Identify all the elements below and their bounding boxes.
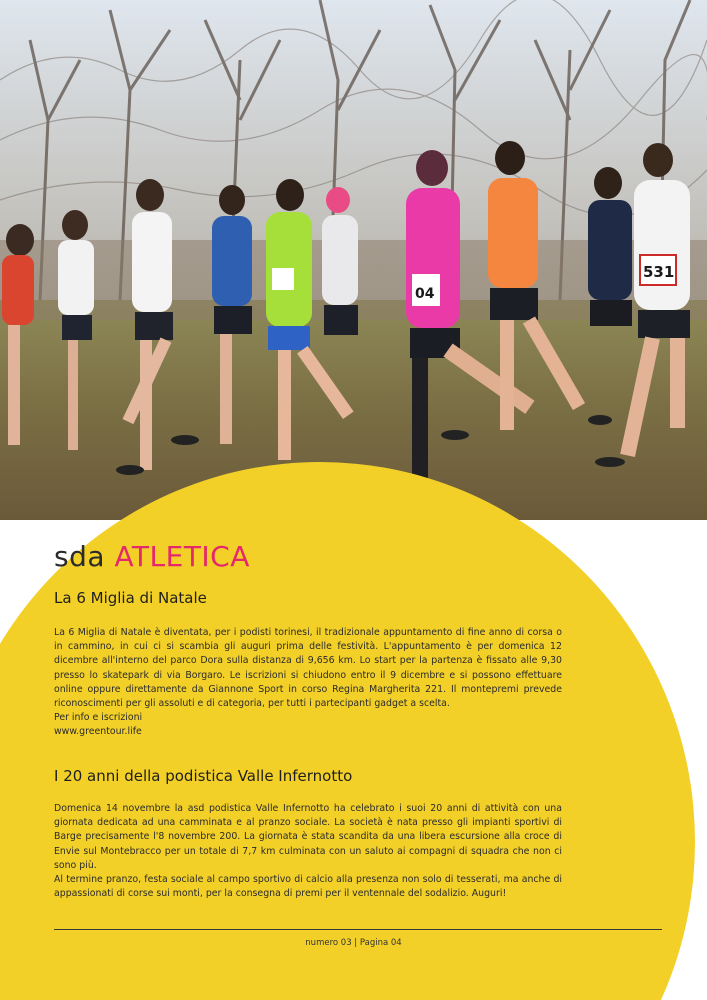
article1-paragraph: La 6 Miglia di Natale è diventata, per i podisti torinesi, il tradizionale appuntamento di fine anno di corsa o in cammino, in cui ci si scambia gli auguri prima delle festività. L'appuntamento è per domenica 12 dicembre all'interno del parco Dora sulla distanza di 9,656 km. Lo start per la partenza è fissato alle 9,30 presso lo skatepark di via Borgaro. Le iscrizioni si chiudono entro il 9 dicembre e si possono effettuare online oppure direttamente da Giannone Sport in corso Regina Margherita 221. Il montepremi prevede riconoscimenti per gli assoluti e di categoria, per tutti i partecipanti gadget a scelta. [54, 627, 562, 710]
section-brand-heading [54, 538, 250, 576]
article1-link[interactable]: www.greentour.life [54, 726, 142, 738]
article1-info-line: Per info e iscrizioni [54, 712, 143, 724]
article2-paragraph-1: Domenica 14 novembre la asd podistica Valle Infernotto ha celebrato i suoi 20 anni di attività con una giornata dedicata ad una camminata e al pranzo sociale. La società è nata presso gli impianti sportivi di Barge precisamente l'8 novembre 200. La giornata è stata scandita da una libera escursione alla croce di Envie sul Montebracco per un totale di 7,7 km culminata con un saluto ai compagni di squadra che non ci sono più. [54, 803, 562, 871]
article-body-6-miglia [54, 626, 562, 740]
bib-number-531: 531 [643, 263, 675, 281]
brand-highlight: ATLETICA [114, 540, 250, 573]
article-title-valle-infernotto: I 20 anni della podistica Valle Infernotto [54, 767, 353, 785]
article-title-6-miglia: La 6 Miglia di Natale [54, 589, 207, 607]
bib-number-04: 04 [415, 286, 435, 302]
article2-paragraph-2: Al termine pranzo, festa sociale al campo sportivo di calcio alla presenza non solo di tesserati, ma anche di appassionati di corse sui monti, per la consegna di premi per il ventennale del sodalizio. Auguri! [54, 874, 562, 900]
article-body-valle-infernotto [54, 802, 562, 901]
page-footer: numero 03 | Pagina 04 [305, 938, 402, 948]
brand-prefix: sda [54, 540, 106, 573]
footer-divider [54, 929, 662, 930]
